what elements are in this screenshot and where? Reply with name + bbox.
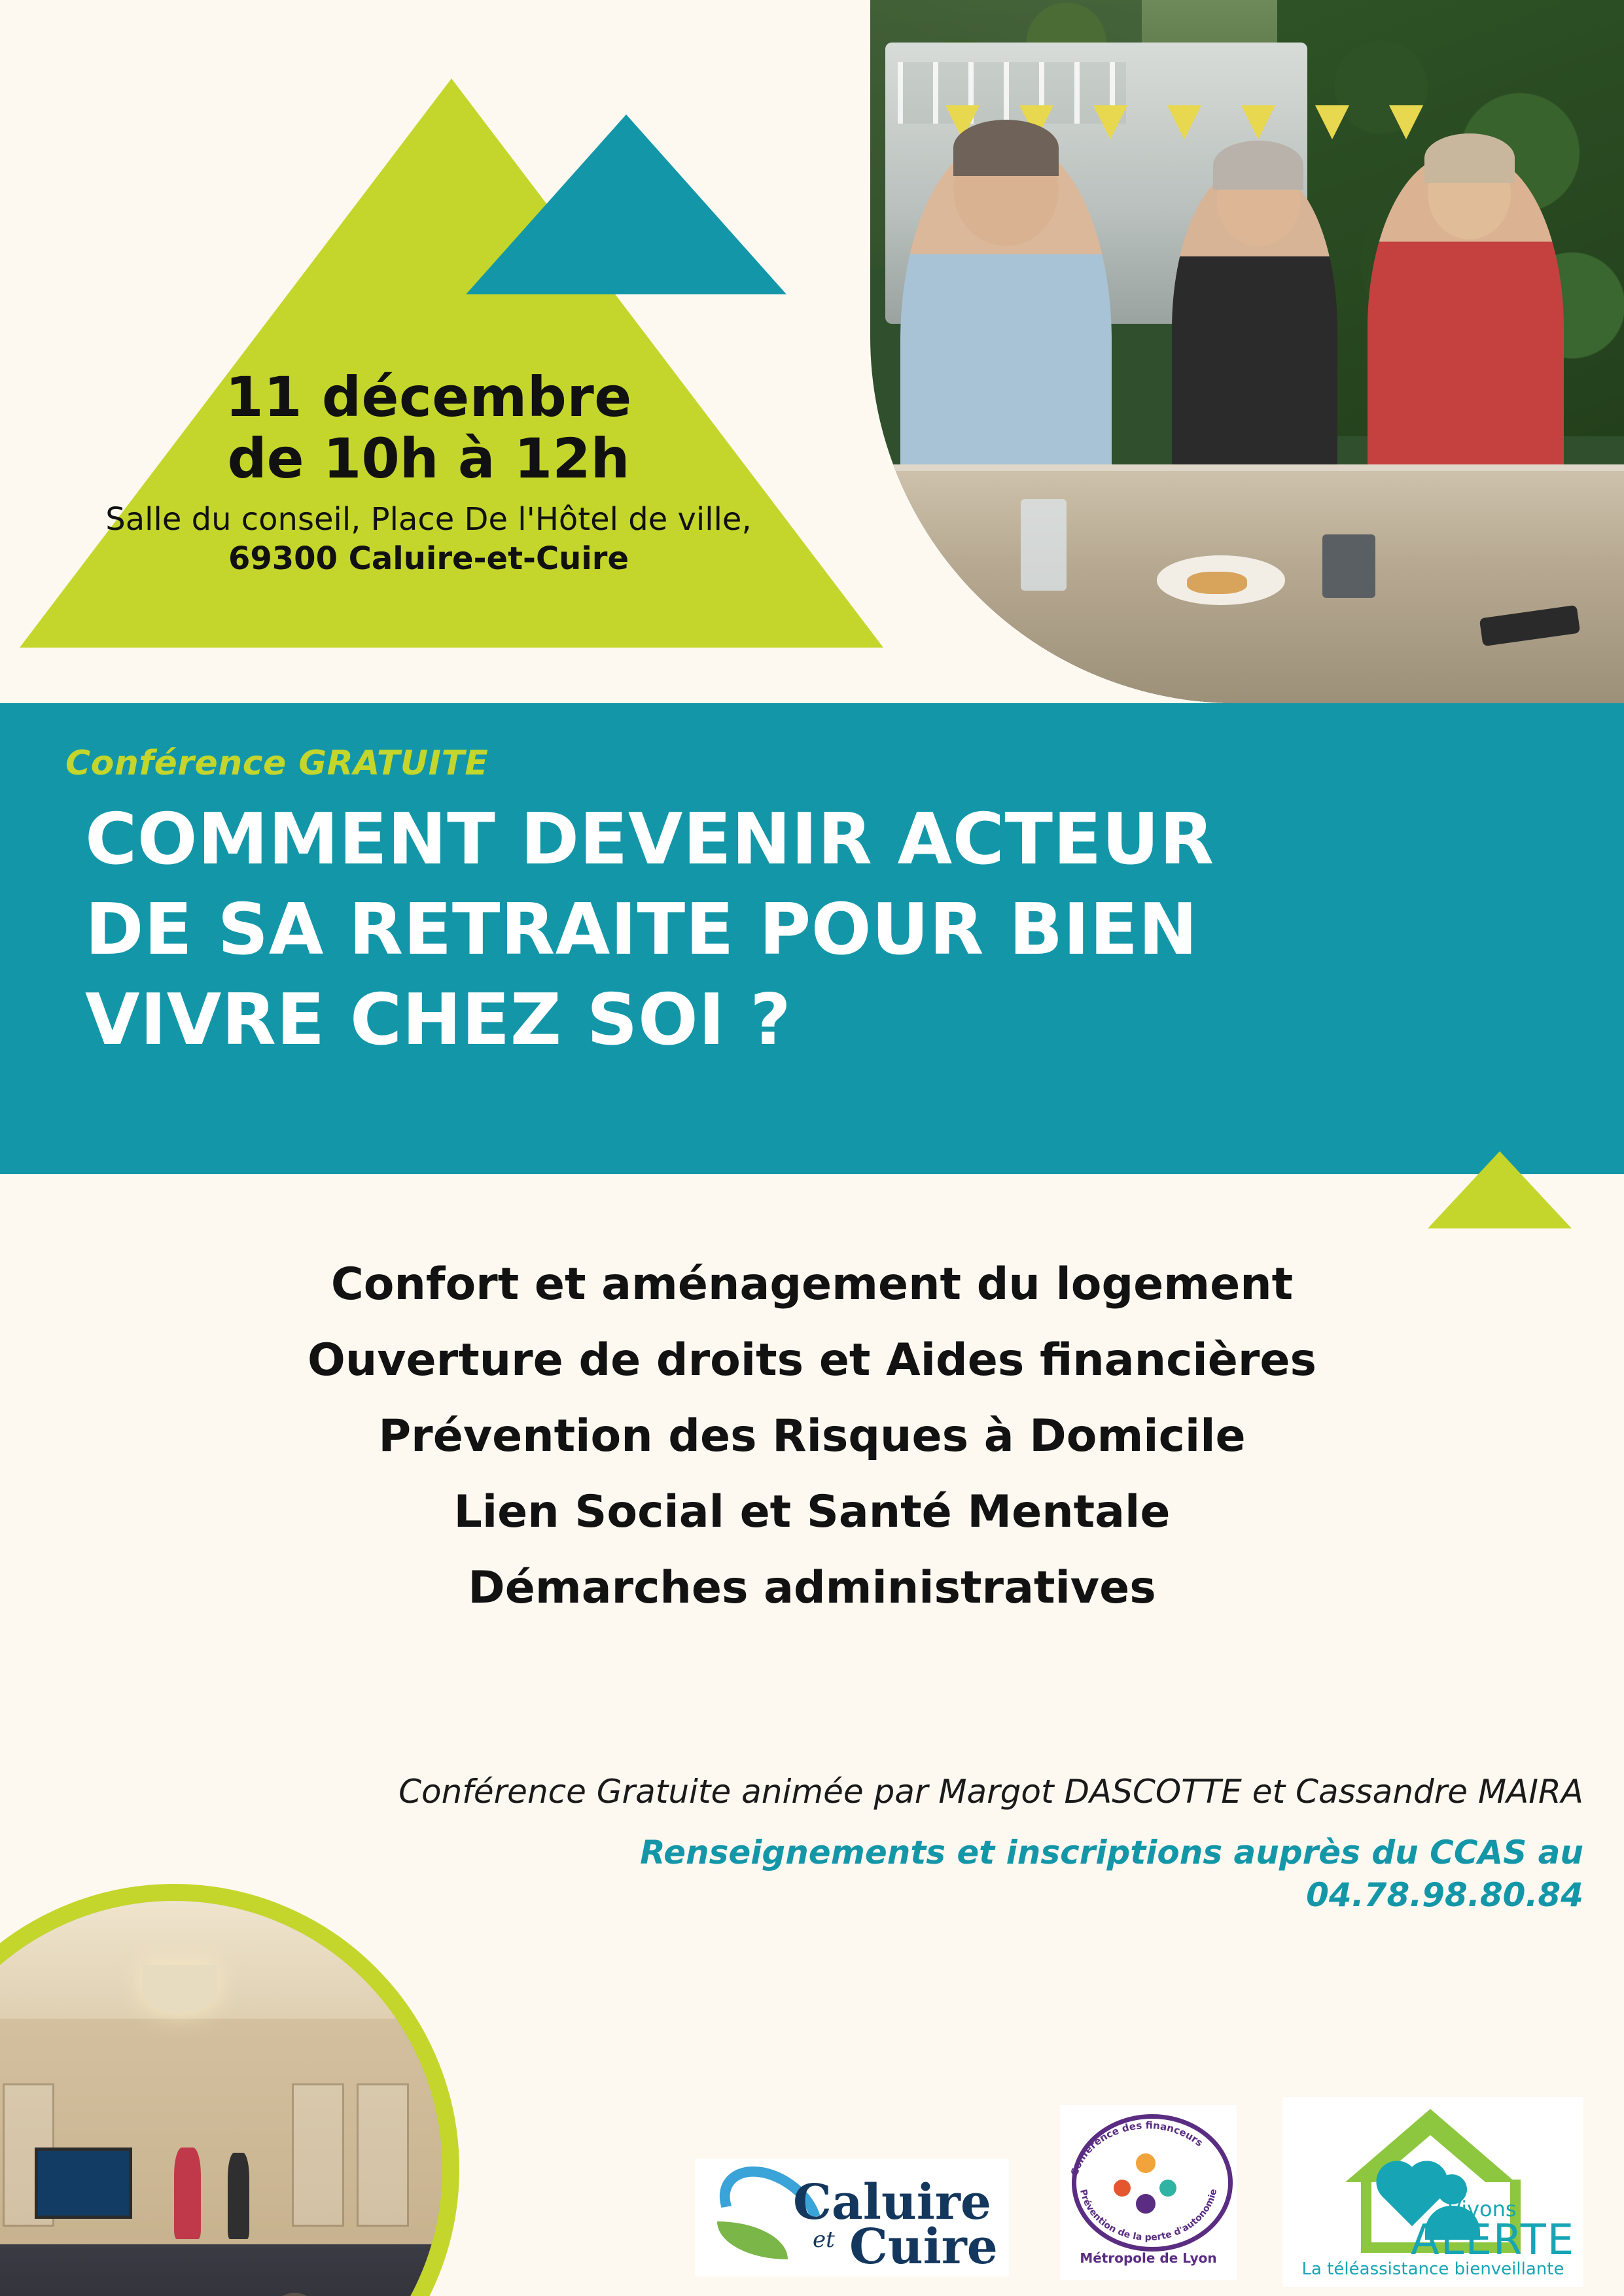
page-title-line-2: DE SA RETRAITE POUR BIEN	[85, 889, 1198, 971]
list-item: Ouverture de droits et Aides financières	[308, 1334, 1316, 1386]
list-item: Confort et aménagement du logement	[330, 1259, 1294, 1310]
photo-cookies	[1187, 572, 1247, 594]
caluire-word-1: Caluire	[793, 2174, 991, 2231]
title-banner	[0, 703, 1624, 1174]
photo-glass	[1021, 499, 1066, 591]
event-date: 11 décembre	[225, 365, 632, 429]
page-title-line-1: COMMENT DEVENIR ACTEUR	[85, 799, 1214, 880]
photo-person-man-hair	[953, 120, 1059, 176]
list-item: Prévention des Risques à Domicile	[378, 1410, 1246, 1462]
logo-caluire-et-cuire	[695, 2159, 1009, 2276]
caluire-word-2: Cuire	[849, 2219, 998, 2275]
svg-text:Conférence des financeurs: Conférence des financeurs	[1068, 2119, 1205, 2178]
event-date-block	[0, 366, 857, 578]
list-item: Démarches administratives	[468, 1562, 1156, 1614]
conference-metropole-label: Métropole de Lyon	[1080, 2250, 1217, 2266]
photo-chandelier	[142, 1965, 217, 2013]
lime-triangle-small-decoration	[1428, 1151, 1572, 1228]
conference-kicker: Conférence GRATUITE	[65, 744, 489, 783]
photo-wall-panel	[357, 2083, 409, 2227]
photo-person-woman-1-hair	[1213, 141, 1303, 190]
contact-text: Renseignements et inscriptions auprès du CCAS au	[640, 1834, 1583, 1871]
topics-list	[0, 1259, 1624, 1642]
photo-top-illustration	[870, 0, 1624, 703]
contact-phone: 04.78.98.80.84	[1306, 1876, 1583, 1914]
logo-vivons-alerte	[1282, 2097, 1583, 2287]
speakers-credit: Conférence Gratuite animée par Margot DASCOTTE et Cassandre MAIRA	[398, 1773, 1583, 1811]
caluire-connector: et	[813, 2227, 835, 2253]
conference-people-icon	[1114, 2153, 1182, 2221]
photo-cup	[1322, 534, 1375, 598]
alerte-tagline: La téléassistance bienveillante	[1301, 2259, 1564, 2279]
top-section	[0, 0, 1624, 703]
photo-audience	[0, 2244, 442, 2296]
alerte-word-small: Vivons	[1447, 2197, 1517, 2221]
photo-speaker-person	[174, 2148, 201, 2238]
teal-triangle-decoration	[466, 114, 786, 294]
event-city: 69300 Caluire-et-Cuire	[228, 540, 629, 578]
page-title-line-3: VIVRE CHEZ SOI ?	[85, 979, 792, 1062]
photo-seniors-outdoor-table	[870, 0, 1624, 703]
photo-second-speaker-person	[228, 2153, 249, 2238]
photo-person-woman-2-hair	[1424, 133, 1515, 183]
photo-wall-panel	[292, 2083, 344, 2227]
logo-conference-des-financeurs	[1060, 2105, 1237, 2280]
event-time: de 10h à 12h	[227, 426, 630, 491]
photo-hall-ceiling	[0, 1901, 442, 2019]
alerte-word-big: ALERTE	[1411, 2216, 1576, 2265]
photo-projection-screen	[35, 2148, 132, 2218]
event-venue: Salle du conseil, Place De l'Hôtel de ville,	[105, 501, 752, 538]
list-item: Lien Social et Santé Mentale	[453, 1486, 1171, 1538]
svg-text:Prévention de la perte d'auton: Prévention de la perte d'autonomie	[1077, 2187, 1220, 2243]
page-title	[85, 795, 1577, 1066]
photo-conference-audience-hall	[0, 1884, 459, 2296]
